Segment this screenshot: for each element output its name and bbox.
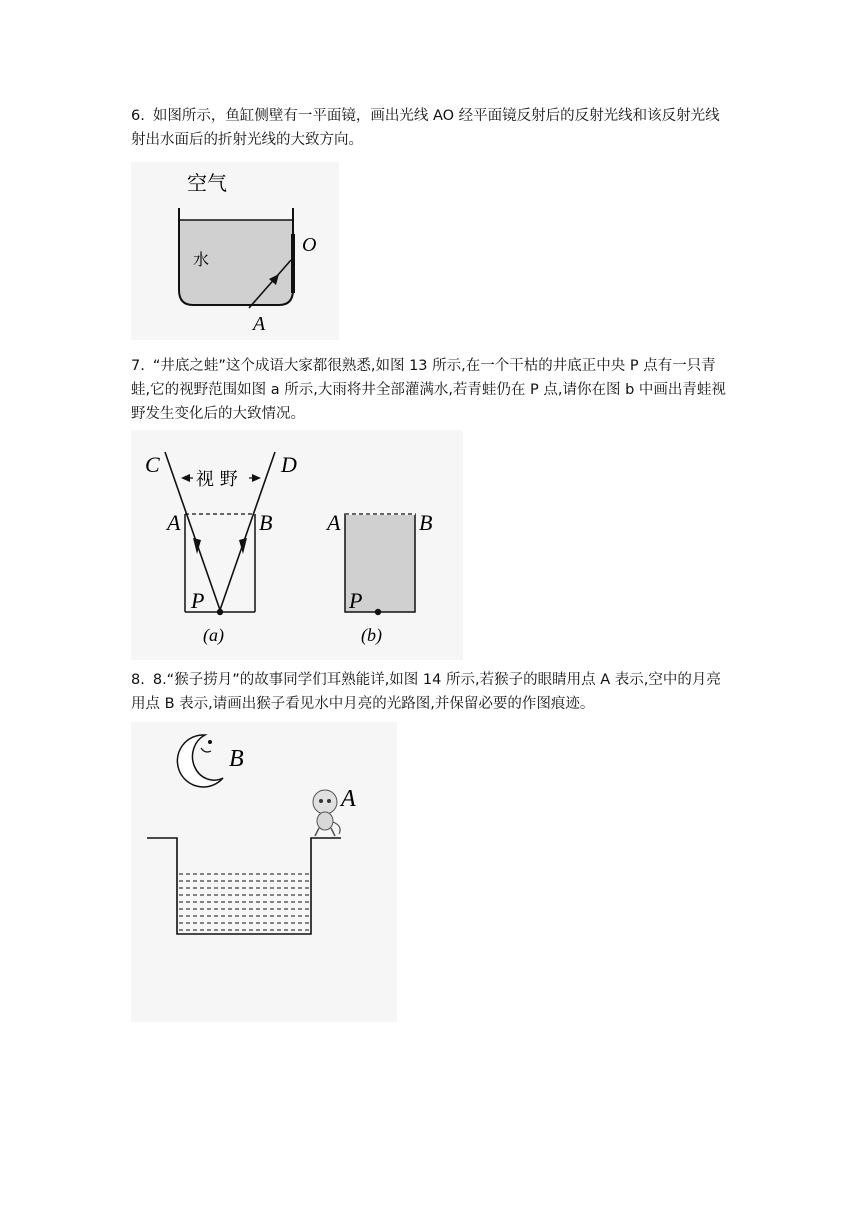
label-a: A: [167, 510, 181, 535]
label-view: 视 野: [196, 469, 238, 490]
question-number: 7.: [131, 358, 145, 374]
question-number: 8.: [131, 672, 145, 688]
question-text: “井底之蛙”这个成语大家都很熟悉,如图 13 所示,在一个干枯的井底正中央 P 点有一只青蛙,它的视野范围如图 a 所示,大雨将井全部灌满水,若青蛙仍在 P 点,请你在图 b 中画出青蛙视野发生变化后的大致情况。: [131, 358, 726, 422]
question-8: [131, 668, 731, 716]
question-text: 如图所示，鱼缸侧壁有一平面镜，画出光线 AO 经平面镜反射后的反射光线和该反射光线射出水面后的折射光线的大致方向。: [131, 108, 720, 148]
label-p: P: [191, 588, 205, 613]
label-water: 水: [193, 250, 210, 269]
caption-b: (b): [361, 625, 382, 645]
label-b: B: [259, 510, 273, 535]
label-p: P: [349, 588, 363, 613]
label-d: D: [281, 452, 297, 477]
label-b: B: [419, 510, 433, 535]
figure-well-frog: [131, 430, 463, 660]
label-a: A: [341, 786, 356, 812]
frog-point: [375, 609, 381, 615]
label-b: B: [229, 746, 244, 772]
label-a: A: [253, 313, 266, 335]
label-air: 空气: [187, 171, 227, 195]
figure-monkey-moon: [131, 722, 397, 1022]
frog-point: [217, 609, 223, 615]
label-a: A: [327, 510, 341, 535]
label-o: O: [302, 234, 317, 256]
question-text: 8.“猴子捞月”的故事同学们耳熟能详,如图 14 所示,若猴子的眼睛用点 A 表示,空中的月亮用点 B 表示,请画出猴子看见水中月亮的光路图,并保留必要的作图痕迹。: [131, 672, 721, 712]
label-c: C: [145, 452, 160, 477]
question-7: [131, 354, 731, 426]
figure-fish-tank: [131, 162, 339, 340]
question-number: 6.: [131, 108, 145, 124]
caption-a: (a): [203, 625, 224, 645]
question-6: [131, 104, 731, 152]
